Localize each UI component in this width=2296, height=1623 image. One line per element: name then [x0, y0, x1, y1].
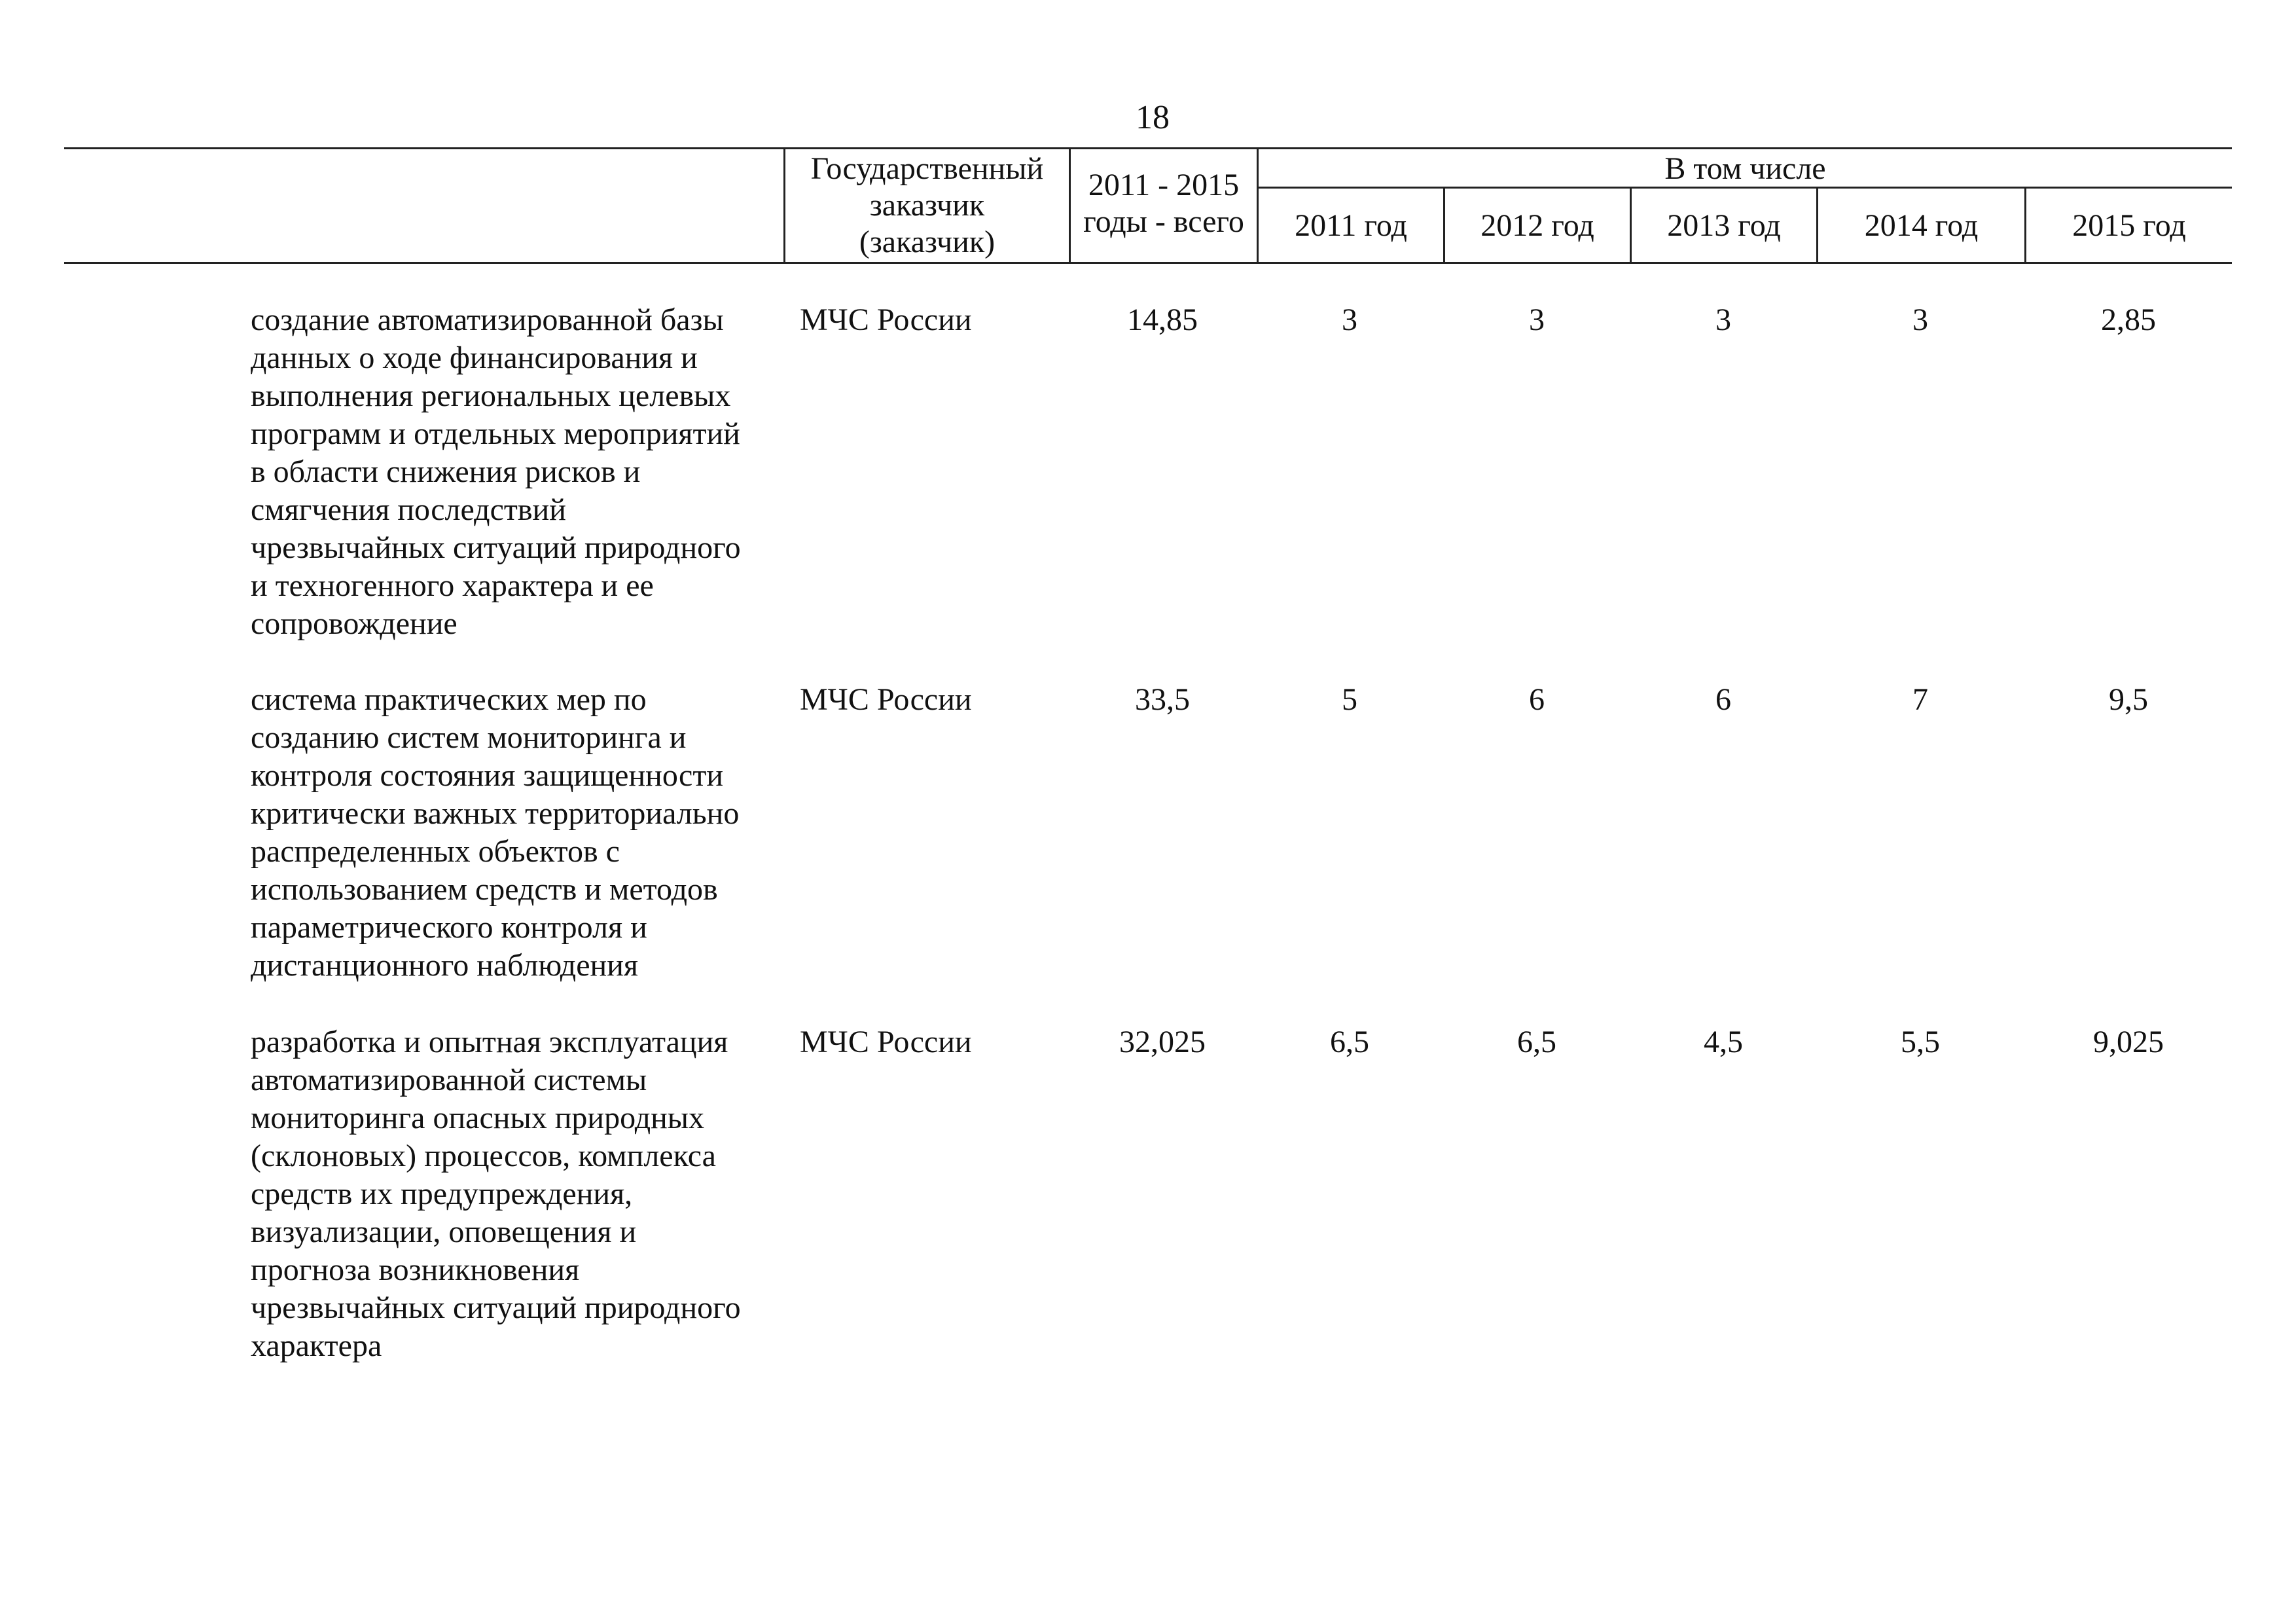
- row-value-2013: 3: [1715, 302, 1731, 337]
- row-description: создание автоматизированной базы данных о ходе финансирования и выполнения региональных целевых программ и отдельных мероприятий в области снижения рисков и смягчения последствий чрезвычайных ситуаций природного и техногенного характера и ее сопровождение: [251, 302, 741, 641]
- page-number: 18: [1136, 99, 1170, 136]
- header-total: 2011 - 2015 годы - всего: [1083, 168, 1244, 239]
- row-total: 14,85: [1127, 302, 1198, 337]
- header-year-2013: 2013 год: [1667, 208, 1781, 243]
- row-value-2012: 6: [1529, 682, 1545, 717]
- row-total: 32,025: [1119, 1025, 1206, 1059]
- row-value-2011: 5: [1342, 682, 1357, 717]
- row-value-2014: 5,5: [1901, 1025, 1940, 1059]
- table-top-rule: [64, 147, 2232, 149]
- row-value-2015: 9,5: [2109, 682, 2148, 717]
- row-customer: МЧС России: [800, 1025, 972, 1059]
- row-value-2015: 9,025: [2093, 1025, 2164, 1059]
- row-value-2012: 3: [1529, 302, 1545, 337]
- row-value-2011: 6,5: [1330, 1025, 1369, 1059]
- header-group: В том числе: [1664, 151, 1826, 186]
- header-year-2011: 2011 год: [1295, 208, 1407, 243]
- row-description: разработка и опытная эксплуатация автоматизированной системы мониторинга опасных природных (склоновых) процессов, комплекса средств их предупреждения, визуализации, оповещения и прогноза возникновения чрезвычайных ситуаций природного характера: [251, 1025, 741, 1363]
- header-customer: Государственный заказчик (заказчик): [810, 151, 1044, 259]
- row-value-2015: 2,85: [2101, 302, 2156, 337]
- row-customer: МЧС России: [800, 682, 972, 717]
- row-value-2014: 7: [1912, 682, 1928, 717]
- header-year-2015: 2015 год: [2072, 208, 2186, 243]
- header-year-2014: 2014 год: [1864, 208, 1979, 243]
- row-description: система практических мер по созданию систем мониторинга и контроля состояния защищенности критически важных территориально распределенных объектов с использованием средств и методов параметрического контроля и дистанционного наблюдения: [251, 682, 740, 983]
- table-header-bottom-rule: [64, 262, 2232, 264]
- row-value-2013: 4,5: [1704, 1025, 1743, 1059]
- row-value-2012: 6,5: [1517, 1025, 1556, 1059]
- row-value-2011: 3: [1342, 302, 1357, 337]
- header-year-2012: 2012 год: [1480, 208, 1594, 243]
- row-customer: МЧС России: [800, 302, 972, 337]
- row-value-2013: 6: [1715, 682, 1731, 717]
- row-value-2014: 3: [1912, 302, 1928, 337]
- row-total: 33,5: [1135, 682, 1190, 717]
